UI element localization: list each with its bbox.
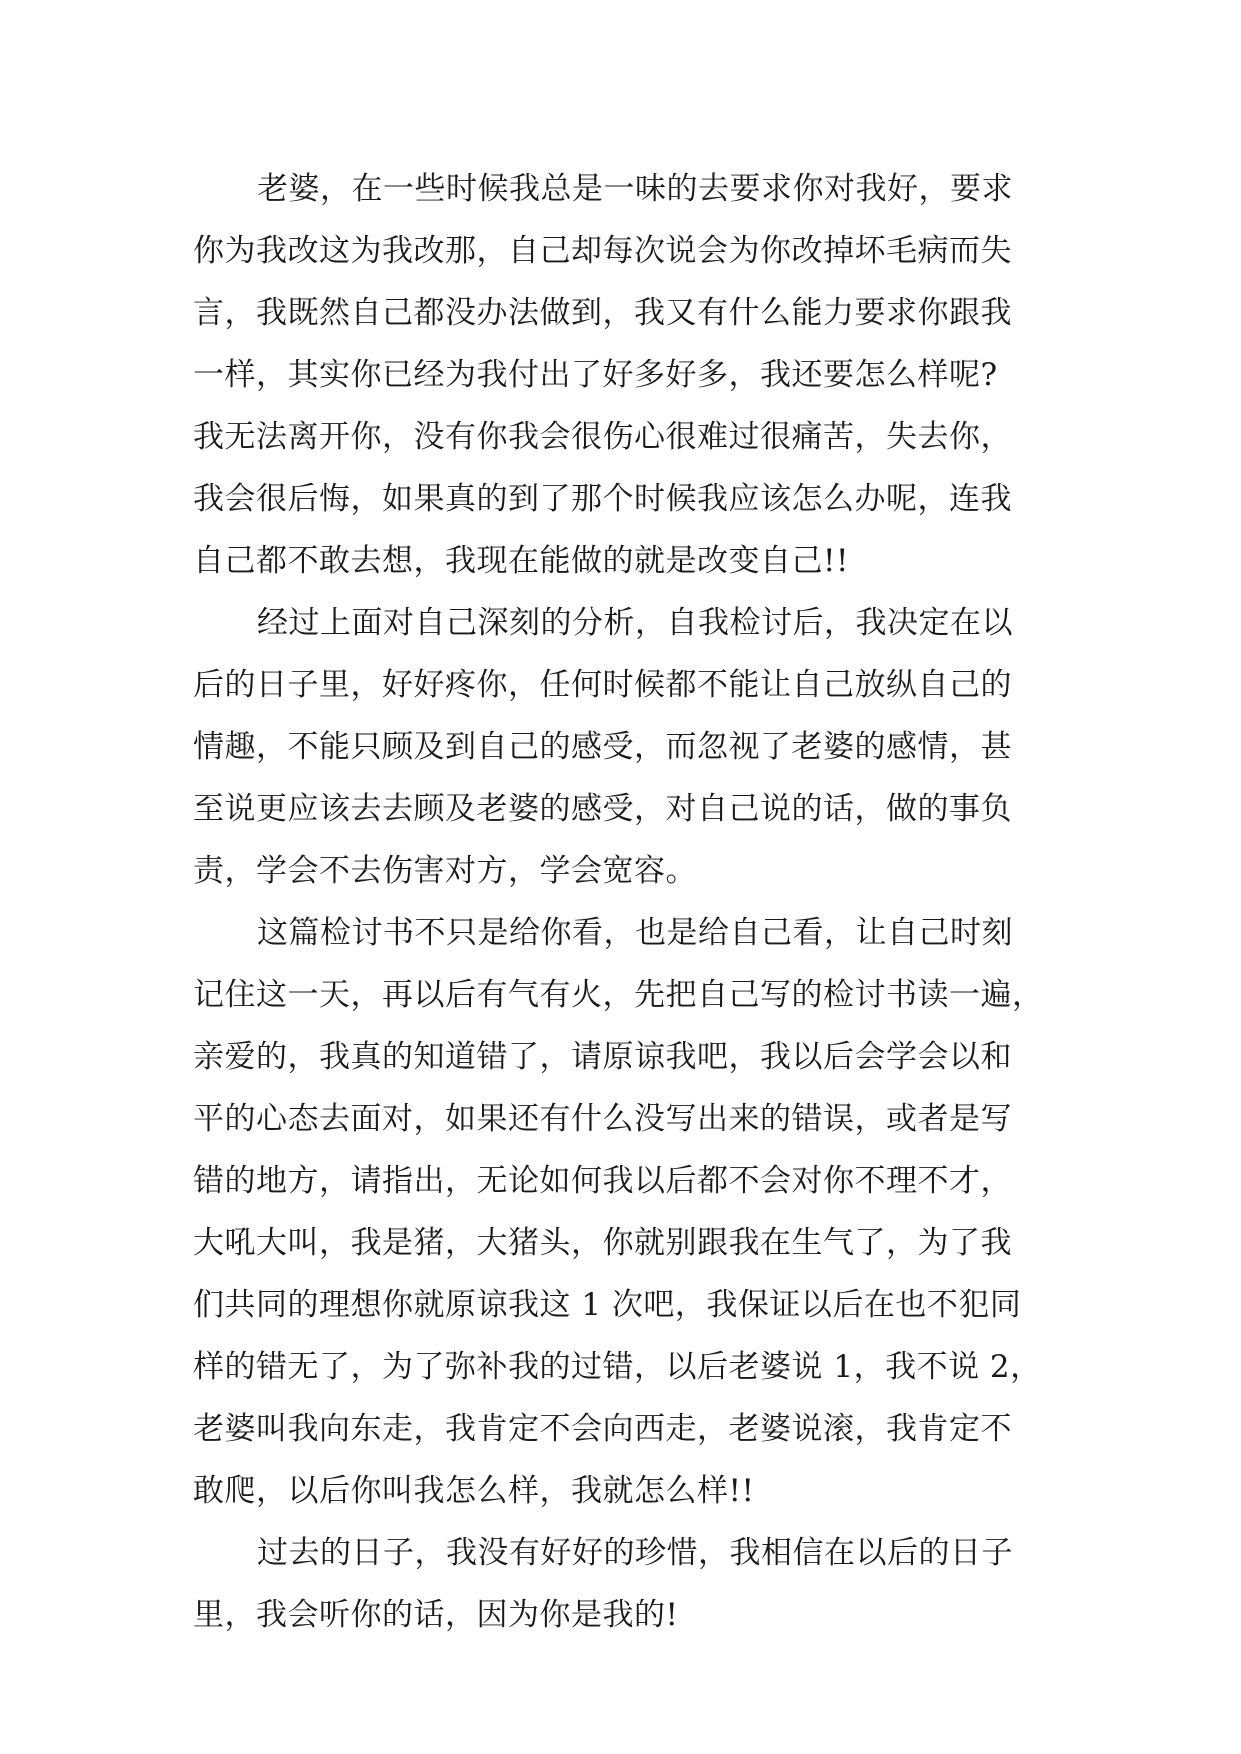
text-line: 老婆叫我向东走，我肯定不会向西走，老婆说滚，我肯定不	[193, 1411, 1012, 1447]
text-line: 你为我改这为我改那，自己却每次说会为你改掉坏毛病而失	[193, 233, 1012, 269]
text-line: 后的日子里，好好疼你，任何时候都不能让自己放纵自己的	[193, 667, 1012, 703]
text-line: 记住这一天，再以后有气有火，先把自己写的检讨书读一遍，	[193, 977, 1044, 1013]
text-line: 这篇检讨书不只是给你看，也是给自己看，让自己时刻	[257, 915, 1013, 951]
text-line: 平的心态去面对，如果还有什么没写出来的错误，或者是写	[193, 1101, 1012, 1137]
text-line: 里，我会听你的话，因为你是我的!	[193, 1597, 679, 1633]
text-line: 样的错无了，为了弥补我的过错，以后老婆说 1，我不说 2，	[193, 1349, 1042, 1385]
paragraph-1	[193, 158, 1053, 592]
text-line: 自己都不敢去想，我现在能做的就是改变自己!!	[193, 543, 849, 579]
text-line: 过去的日子，我没有好好的珍惜，我相信在以后的日子	[257, 1535, 1013, 1571]
text-line: 言，我既然自己都没办法做到，我又有什么能力要求你跟我	[193, 295, 1012, 331]
paragraph-2	[193, 592, 1053, 902]
text-line: 情趣，不能只顾及到自己的感受，而忽视了老婆的感情，甚	[193, 729, 1012, 765]
text-line: 一样，其实你已经为我付出了好多好多，我还要怎么样呢?	[193, 357, 998, 393]
text-line: 经过上面对自己深刻的分析，自我检讨后，我决定在以	[257, 605, 1013, 641]
text-line: 敢爬，以后你叫我怎么样，我就怎么样!!	[193, 1473, 755, 1509]
text-line: 责，学会不去伤害对方，学会宽容。	[193, 853, 697, 889]
text-line: 老婆，在一些时候我总是一味的去要求你对我好，要求	[257, 171, 1013, 207]
text-line: 至说更应该去去顾及老婆的感受，对自己说的话，做的事负	[193, 791, 1012, 827]
text-line: 大吼大叫，我是猪，大猪头，你就别跟我在生气了，为了我	[193, 1225, 1012, 1261]
text-line: 我会很后悔，如果真的到了那个时候我应该怎么办呢，连我	[193, 481, 1012, 517]
paragraph-4	[193, 1522, 1053, 1646]
text-line: 们共同的理想你就原谅我这 1 次吧，我保证以后在也不犯同	[193, 1287, 1022, 1323]
text-line: 亲爱的，我真的知道错了，请原谅我吧，我以后会学会以和	[193, 1039, 1012, 1075]
text-line: 我无法离开你，没有你我会很伤心很难过很痛苦，失去你，	[193, 419, 1012, 455]
paragraph-3	[193, 902, 1053, 1522]
document-body	[193, 158, 1053, 1646]
text-line: 错的地方，请指出，无论如何我以后都不会对你不理不才，	[193, 1163, 1012, 1199]
